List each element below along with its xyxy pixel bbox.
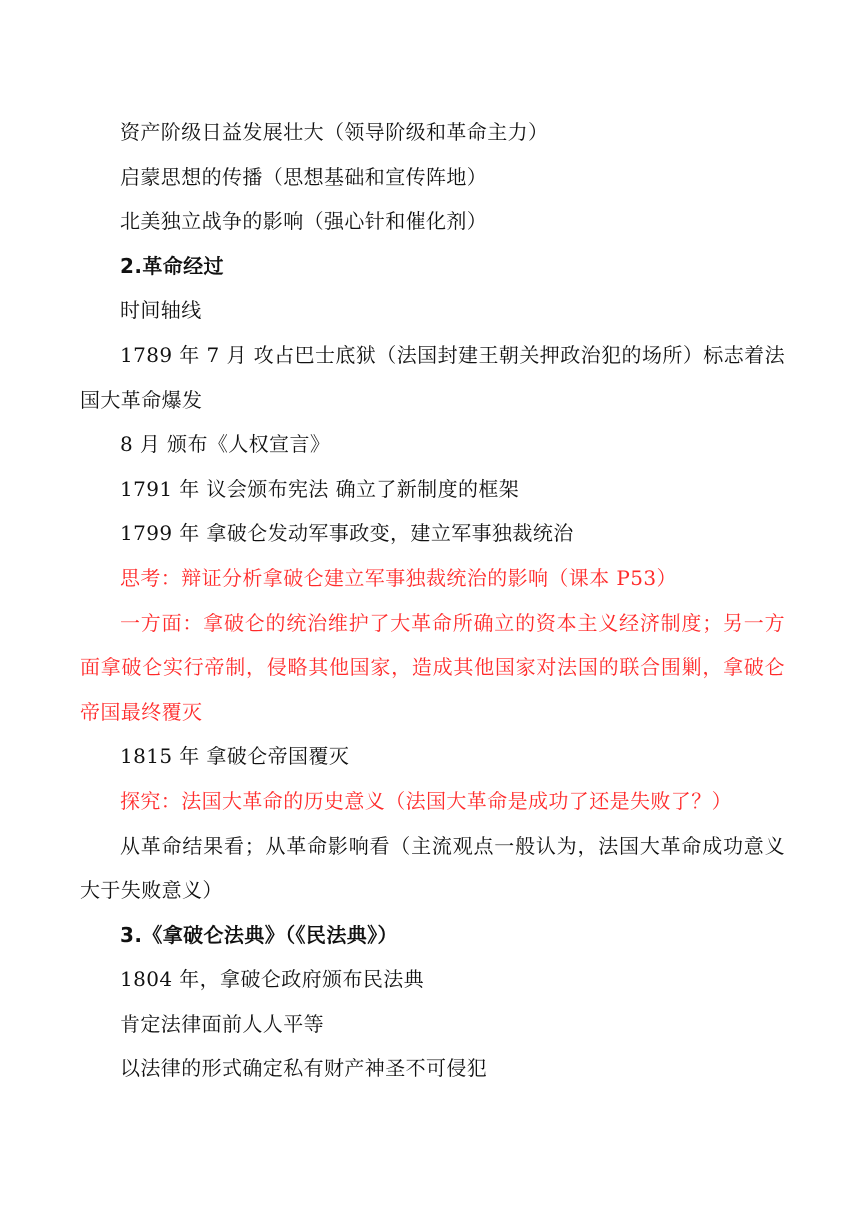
paragraph-timeline-label: 时间轴线	[120, 298, 202, 323]
paragraph-1791: 1791 年 议会颁布宪法 确立了新制度的框架	[120, 476, 520, 501]
section-heading-revolution-process: 2.革命经过	[120, 253, 224, 278]
paragraph-1815: 1815 年 拿破仑帝国覆灭	[120, 744, 350, 769]
paragraph-explore-question: 探究：法国大革命的历史意义（法国大革命是成功了还是失败了？）	[120, 788, 732, 813]
paragraph-1804: 1804 年，拿破仑政府颁布民法典	[120, 967, 425, 992]
paragraph-american-war: 北美独立战争的影响（强心针和催化剂）	[120, 209, 488, 234]
section-heading-code: 3.《拿破仑法典》（《民法典》）	[120, 922, 398, 947]
paragraph-1789: 1789 年 7 月 攻占巴士底狱（法国封建王朝关押政治犯的场所）标志着法国大革命爆发	[80, 342, 785, 412]
paragraph-bourgeoisie: 资产阶级日益发展壮大（领导阶级和革命主力）	[120, 120, 549, 144]
document-body	[80, 110, 785, 1091]
paragraph-august: 8 月 颁布《人权宣言》	[120, 432, 331, 457]
paragraph-explore-answer: 从革命结果看；从革命影响看（主流观点一般认为，法国大革命成功意义大于失败意义）	[80, 833, 785, 903]
paragraph-think-answer: 一方面：拿破仑的统治维护了大革命所确立的资本主义经济制度；另一方面拿破仑实行帝制，侵略其他国家，造成其他国家对法国的联合围剿，拿破仑帝国最终覆灭	[80, 610, 785, 724]
paragraph-enlightenment: 启蒙思想的传播（思想基础和宣传阵地）	[120, 164, 488, 189]
paragraph-equality: 肯定法律面前人人平等	[120, 1011, 324, 1036]
paragraph-1799: 1799 年 拿破仑发动军事政变，建立军事独裁统治	[120, 521, 574, 546]
paragraph-property: 以法律的形式确定私有财产神圣不可侵犯	[120, 1056, 488, 1081]
paragraph-think-question: 思考：辩证分析拿破仑建立军事独裁统治的影响（课本 P53）	[120, 565, 677, 590]
